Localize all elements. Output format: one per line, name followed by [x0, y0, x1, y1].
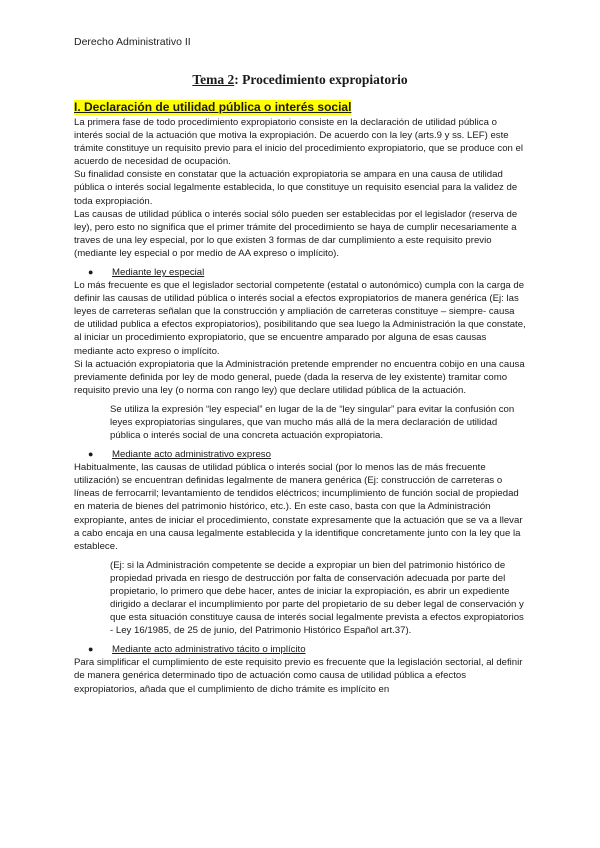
bullet-label: Mediante ley especial	[112, 267, 205, 279]
document-body	[74, 100, 526, 696]
paragraph: Su finalidad consiste en constatar que la actuación expropiatoria se ampara en una causa de utilidad pública o interés social legalmente establecida, lo que constituye un requisito esencial para la validez de toda expropiación.	[74, 169, 518, 207]
paragraph: Lo más frecuente es que el legislador sectorial competente (estatal o autonómico) cumpla con la carga de definir las causas de utilidad pública o interés social a efectos expropiatorios de manera genérica (Ej: las leyes de carreteras señalan que la construcción y ampliación de carreteras constituye – siempre- causa de utilidad publica a efectos expropiatorios), posibilitando que sea luego la Administración la que constate, al iniciar un procedimiento expropiatorio, que se encuentre amparado por alguna de esas causas mediante acto expreso o implícito.	[74, 280, 526, 357]
page-header: Derecho Administrativo II	[74, 36, 191, 48]
bullet-icon: ●	[88, 449, 94, 460]
paragraph: Las causas de utilidad pública o interés social sólo pueden ser establecidas por el legislador (reserva de ley), pero esto no significa que el primer trámite del procedimiento se haya de cumplir necesariamente a traves de una ley especial, por lo que existen 3 formas de dar cumplimiento a este requisito previo (mediante ley especial o por medio de AA expreso o implícito).	[74, 208, 518, 259]
indented-note: (Ej: si la Administración competente se decide a expropiar un bien del patrimonio histórico de propiedad privada en riesgo de destrucción por falta de conservación adecuada por parte del propietario, lo primero que debe hacer, antes de iniciar la expropiación, es abrir un expediente dirigido a declarar el incumplimiento por parte del propietario de su deber legal de conservación y que esta situación constituye causa de interés social legalmente prevista a efectos expropiatorios - Ley 16/1985, de 25 de junio, del Patrimonio Histórico Español art.37).	[110, 559, 524, 637]
bullet-item	[88, 266, 526, 279]
title-prefix: Tema 2	[192, 72, 235, 87]
bullet-icon: ●	[88, 644, 94, 655]
title-rest: : Procedimiento expropiatorio	[234, 72, 408, 87]
paragraph: Habitualmente, las causas de utilidad pública o interés social (por lo menos las de más frecuente utilización) se encuentran definidas legalmente de manera genérica (Ej: construcción de carreteras o líneas de ferrocarril; levantamiento de tendidos eléctricos; incumplimiento de función social de propiedad en materia de bienes del patrimonio histórico, etc.). En este caso, basta con que la Administración expropiante, antes de iniciar el procedimiento, constate expresamente que la actuación que se va a llevar a cabo encaja en una causa legalmente establecida y la identifique concretamente junto con la ley que la establece.	[74, 462, 523, 552]
bullet-item	[88, 448, 526, 461]
indented-note: Se utiliza la expresión “ley especial” en lugar de la de “ley singular” para evitar la confusión con leyes expropiatorias singulares, que van mucho más allá de la mera declaración de utilidad pública o interés social de una concreta actuación expropiatoria.	[110, 403, 515, 442]
bullet-item	[88, 643, 526, 656]
section-heading: I. Declaración de utilidad pública o interés social	[74, 100, 352, 114]
bullet-icon: ●	[88, 267, 94, 278]
paragraph: Para simplificar el cumplimiento de este requisito previo es frecuente que la legislación sectorial, al definir de manera genérica determinado tipo de actuación como causa de utilidad pública a efectos expropiatorios, añada que el cumplimiento de dicho trámite es implícito en	[74, 657, 523, 695]
bullet-label: Mediante acto administrativo expreso	[112, 449, 271, 461]
page-title	[0, 72, 600, 88]
paragraph: Si la actuación expropiatoria que la Administración pretende emprender no encuentra cobijo en una causa previamente definida por ley de modo general, puede (dada la reserva de ley existente) tramitar como requisito previo una ley (o norma con rango ley) que declare utilidad pública de la actuación.	[74, 358, 525, 396]
paragraph: La primera fase de todo procedimiento expropiatorio consiste en la declaración de utilidad pública o interés social de la actuación que motiva la expropiación. De acuerdo con la ley (arts.9 y ss. LEF) este trámite constituye un requisito previo para el inicio del procedimiento expropiatorio, que se produce con el acuerdo de necesidad de ocupación.	[74, 117, 524, 168]
bullet-label: Mediante acto administrativo tácito o implícito	[112, 644, 306, 656]
